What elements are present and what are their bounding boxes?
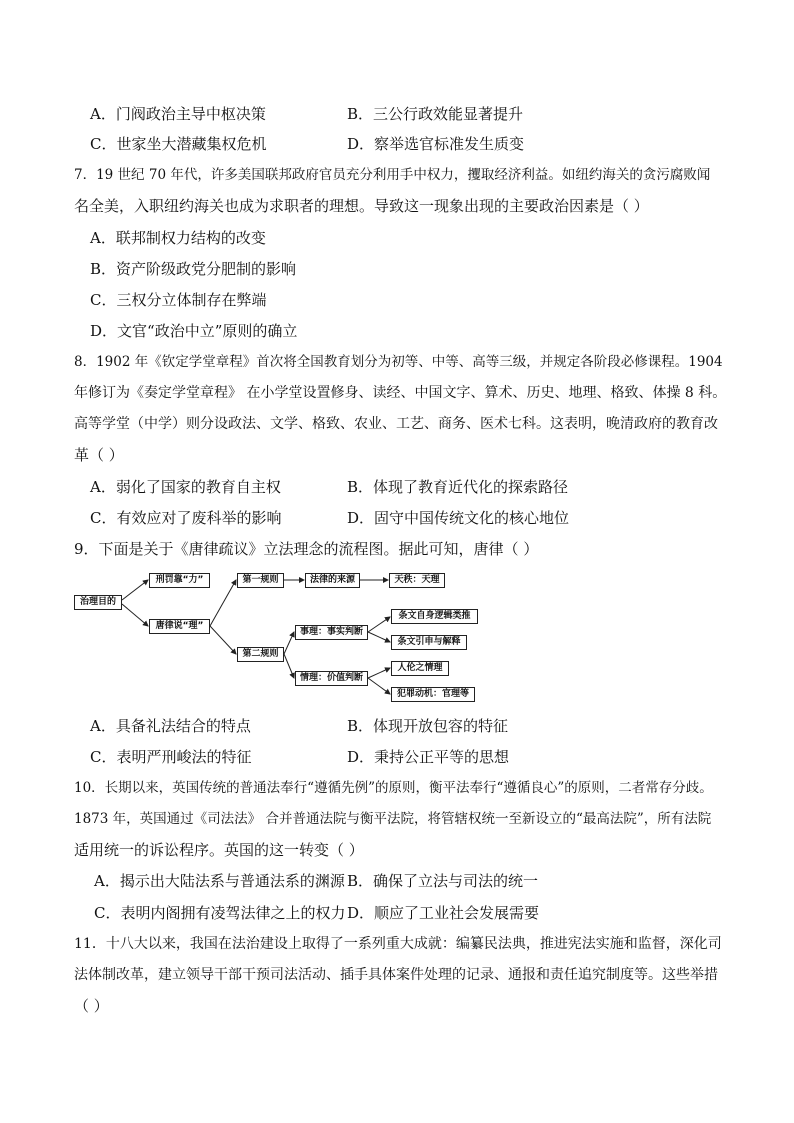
q8-stem-line-2: 年修订为《奏定学堂章程》 在小学堂设置修身、读经、中国文字、算术、历史、地理、格致、体操 8 科。 <box>74 385 727 401</box>
q9-option-b: B．体现开放包容的特征 <box>347 717 509 735</box>
q9-stem: 9．下面是关于《唐律疏议》立法理念的流程图。据此可知，唐律（ ） <box>74 540 539 558</box>
q11-stem-line-2: 法体制改革，建立领导干部干预司法活动、插手具体案件处理的记录、通报和责任追究制度等。这些举措 <box>74 967 718 983</box>
q7-option-d: D．文官“政治中立”原则的确立 <box>90 322 298 340</box>
q8-stem-line-4: 革（ ） <box>74 446 124 464</box>
q8-stem-line-3: 高等学堂（中学）则分设政法、文学、格致、农业、工艺、商务、医术七科。这表明，晚清政府的教育改 <box>74 416 718 432</box>
q7-stem-line-1: 7．19 世纪 70 年代，许多美国联邦政府官员充分利用手中权力，攫取经济利益。如纽约海关的贪污腐败闻 <box>74 167 711 183</box>
flow-node-reason: 唐律说“理” <box>149 619 210 634</box>
flow-node-cite: 条文引申与解释 <box>391 635 467 650</box>
q10-option-a: A．揭示出大陆法系与普通法系的渊源 <box>94 872 345 890</box>
q10-option-d: D．顺应了工业社会发展需要 <box>347 904 540 922</box>
q6-option-d: D．察举选官标准发生质变 <box>347 135 525 153</box>
flow-node-human: 人伦之情理 <box>391 661 449 676</box>
q9-option-c: C．表明严刑峻法的特征 <box>90 748 252 766</box>
flow-node-fact: 事理：事实判断 <box>295 625 368 640</box>
flowchart <box>72 570 482 710</box>
q10-stem-line-3: 适用统一的诉讼程序。英国的这一转变（ ） <box>74 841 364 859</box>
q6-option-c: C．世家坐大潜藏集权危机 <box>90 135 267 153</box>
q8-stem-line-1: 8．1902 年《钦定学堂章程》首次将全国教育划分为初等、中等、高等三级，并规定各阶段必修课程。1904 <box>74 354 723 370</box>
q8-option-c: C．有效应对了废科举的影响 <box>90 509 282 527</box>
flow-node-law-source: 法律的来源 <box>305 573 360 588</box>
q10-option-c: C．表明内阁拥有凌驾法律之上的权力 <box>94 904 346 922</box>
q9-option-a: A．具备礼法结合的特点 <box>90 717 251 735</box>
q9-option-d: D．秉持公正平等的思想 <box>347 748 510 766</box>
q8-option-d: D．固守中国传统文化的核心地位 <box>347 509 570 527</box>
q7-option-b: B．资产阶级政党分肥制的影响 <box>90 260 297 278</box>
flow-node-rule1: 第一规则 <box>237 573 284 588</box>
q6-option-a: A．门阀政治主导中枢决策 <box>90 105 266 123</box>
q7-option-a: A．联邦制权力结构的改变 <box>90 229 266 247</box>
flow-node-rule2: 第二规则 <box>237 647 284 662</box>
q11-stem-line-3: （ ） <box>74 997 109 1015</box>
q10-option-b: B．确保了立法与司法的统一 <box>347 872 539 890</box>
flow-node-root: 治理目的 <box>74 595 122 610</box>
q8-option-a: A．弱化了国家的教育自主权 <box>90 478 281 496</box>
flow-node-punish: 刑罚靠“力” <box>149 573 210 588</box>
flow-node-heaven: 天秩：天理 <box>389 573 445 588</box>
q7-option-c: C．三权分立体制存在弊端 <box>90 291 267 309</box>
q11-stem-line-1: 11．十八大以来，我国在法治建设上取得了一系列重大成就：编纂民法典，推进宪法实施和监督，深化司 <box>74 936 722 952</box>
q10-stem-line-1: 10．长期以来，英国传统的普通法奉行“遵循先例”的原则，衡平法奉行“遵循良心”的原则，二者常存分歧。 <box>74 780 713 796</box>
q8-option-b: B．体现了教育近代化的探索路径 <box>347 478 569 496</box>
flow-node-motive: 犯罪动机：官理等 <box>391 687 475 702</box>
flow-node-feeling: 情理：价值判断 <box>295 671 368 686</box>
q7-stem-line-2: 名全美，入职纽约海关也成为求职者的理想。导致这一现象出现的主要政治因素是（ ） <box>74 197 649 215</box>
q6-option-b: B．三公行政效能显著提升 <box>347 105 524 123</box>
flow-node-logic: 条文自身逻辑类推 <box>391 609 478 624</box>
q10-stem-line-2: 1873 年，英国通过《司法法》 合并普通法院与衡平法院，将管辖权统一至新设立的“最高法院”，所有法院 <box>74 811 712 827</box>
